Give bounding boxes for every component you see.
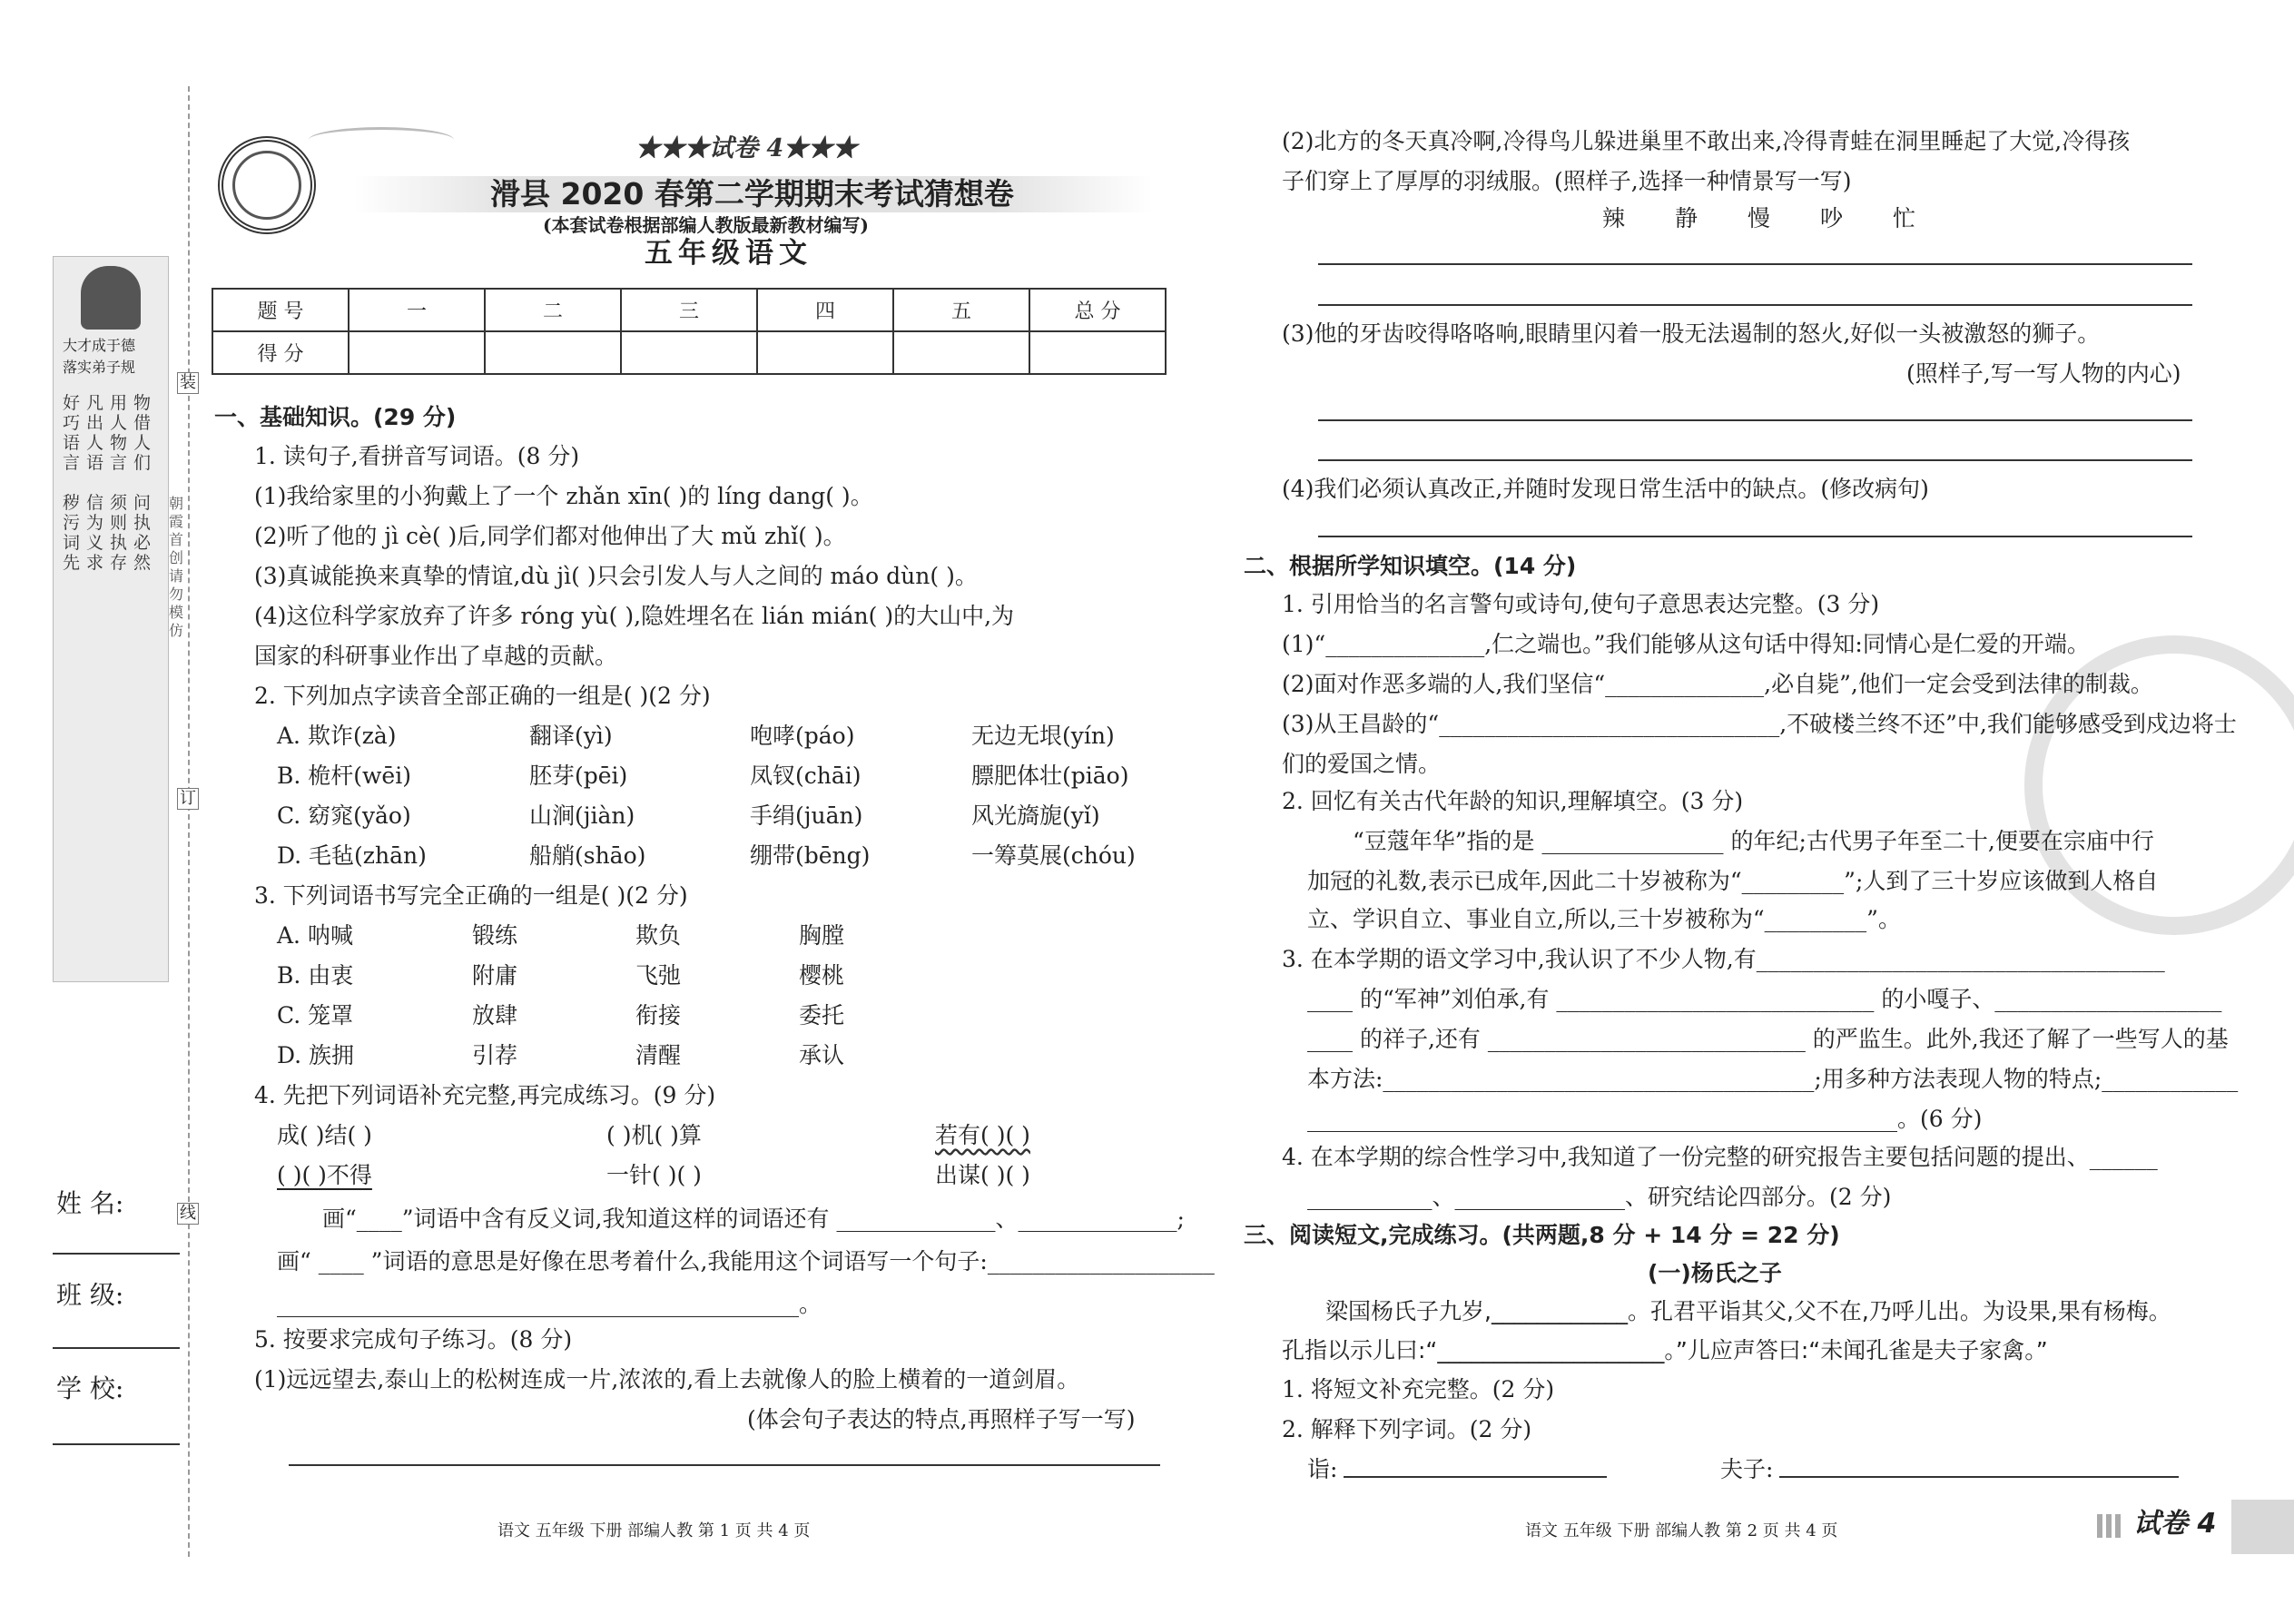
answer-line[interactable]	[1344, 1476, 1607, 1478]
q3-option: 附庸	[472, 962, 518, 989]
q2-option: 翻译(yì)	[529, 723, 613, 749]
q1-item: (1)我给家里的小狗戴上了一个 zhǎn xīn( )的 líng dang( )。	[254, 483, 873, 509]
motto-1: 大才成于德	[63, 337, 136, 354]
motto-col: 凡出人语	[86, 393, 104, 473]
p3-item: (3)他的牙齿咬得咯咯响,眼睛里闪着一股无法遏制的怒火,好似一头被激怒的狮子。	[1282, 320, 2101, 347]
motto-col: 须则执存	[110, 493, 128, 573]
s2-q2-item: “豆蔻年华”指的是 ________________ 的年纪;古代男子年至二十,便要在宗庙中行	[1353, 828, 2154, 854]
motto-strip	[53, 256, 169, 982]
q1-item: (2)听了他的 jì cè( )后,同学们都对他伸出了大 mǔ zhǐ( )。	[254, 523, 846, 549]
q2-option: 凤钗(chāi)	[750, 763, 861, 789]
q2-option: 一筹莫展(chóu)	[971, 842, 1136, 869]
name-field[interactable]	[53, 1253, 180, 1255]
school-label: 学 校:	[56, 1373, 124, 1403]
q4-blank-word[interactable]: ( )机( )算	[606, 1122, 702, 1148]
answer-line[interactable]	[1779, 1476, 2179, 1478]
p2-word: 忙	[1893, 205, 1916, 231]
q2-option: 膘肥体壮(piāo)	[971, 763, 1129, 789]
p2-word: 静	[1675, 205, 1698, 231]
page1-footer: 语文 五年级 下册 部编人教 第 1 页 共 4 页	[497, 1521, 811, 1540]
ribbon	[309, 127, 454, 153]
q3-option: 飞弛	[635, 962, 682, 989]
q3-option: 欺负	[635, 922, 682, 949]
passage-title: (一)杨氏之子	[1648, 1260, 1782, 1286]
p2-word: 吵	[1820, 205, 1844, 231]
motto-col: 信为义求	[86, 493, 104, 573]
q3-option: A. 呐喊	[277, 922, 353, 949]
q1-title: 1. 读句子,看拼音写词语。(8 分)	[254, 443, 580, 469]
scholar-figure	[81, 266, 141, 330]
p2-word: 辣	[1602, 205, 1626, 231]
score-header: 二	[485, 289, 621, 331]
page-title: 滑县 2020 春第二学期期末考试猜想卷	[490, 176, 1014, 212]
answer-line[interactable]	[1318, 304, 2192, 306]
section-2-title: 二、根据所学知识填空。(14 分)	[1244, 553, 1577, 579]
s3-q2: 2. 解释下列字词。(2 分)	[1282, 1416, 1532, 1442]
q2-option: 咆哮(páo)	[750, 723, 855, 749]
corner-pattern	[2097, 1514, 2121, 1538]
class-field[interactable]	[53, 1347, 180, 1349]
s2-q2-item: 加冠的礼数,表示已成年,因此二十岁被称为“_________”;人到了三十岁应该做到人格自	[1307, 868, 2159, 894]
p3-hint: (照样子,写一写人物的内心)	[1906, 360, 2181, 387]
q4-blank-word[interactable]: 若有( )( )	[935, 1122, 1030, 1148]
q4-title: 4. 先把下列词语补充完整,再完成练习。(9 分)	[254, 1082, 716, 1108]
s2-q3-item: ____ 的祥子,还有 ____________________________ 的严监生。此外,我还了解了一些写人的基	[1307, 1026, 2229, 1052]
cut-mark: 装	[177, 372, 199, 394]
answer-line[interactable]	[1318, 419, 2192, 421]
paper-badge: ★★★试卷 4★★★	[635, 134, 858, 162]
motto-col: 用人物言	[110, 393, 128, 473]
q2-option: 绷带(bēng)	[750, 842, 871, 869]
motto-col: 物借人们	[133, 393, 152, 473]
q5-item: (1)远远望去,泰山上的松树连成一片,浓浓的,看上去就像人的脸上横着的一道剑眉。	[254, 1366, 1080, 1393]
score-cell[interactable]	[893, 331, 1029, 374]
brand-seal	[218, 136, 316, 234]
s2-q3-title: 3. 在本学期的语文学习中,我认识了不少人物,有____________________________________	[1282, 946, 2165, 972]
score-table	[212, 288, 1167, 375]
s3-q2-term: 夫子:	[1720, 1456, 1774, 1482]
motto-col: 好巧语言	[63, 393, 81, 473]
p4-item: (4)我们必须认真改正,并随时发现日常生活中的缺点。(修改病句)	[1282, 476, 1929, 502]
school-field[interactable]	[53, 1443, 180, 1445]
score-header: 四	[757, 289, 893, 331]
q3-option: 樱桃	[799, 962, 845, 989]
s2-q1-item: (1)“______________,仁之端也。”我们能够从这句话中得知:同情心是仁爱的开端。	[1282, 631, 2090, 657]
score-header: 题 号	[212, 289, 349, 331]
q4-line: 画“ ____ ”词语的意思是好像在思考着什么,我能用这个词语写一个句子:____________________	[277, 1248, 1215, 1275]
s2-q1-title: 1. 引用恰当的名言警句或诗句,使句子意思表达完整。(3 分)	[1282, 591, 1880, 617]
cut-mark: 线	[177, 1203, 199, 1225]
q3-option: 引荐	[472, 1042, 518, 1068]
class-label: 班 级:	[56, 1280, 124, 1310]
page-subtitle: (本套试卷根据部编人教版最新教材编写)	[543, 214, 869, 236]
page2-footer: 语文 五年级 下册 部编人教 第 2 页 共 4 页	[1525, 1521, 1838, 1540]
q2-option: 胚芽(pēi)	[529, 763, 628, 789]
q3-option: 衔接	[635, 1002, 682, 1029]
motto-col: 秽污词先	[63, 493, 81, 573]
q3-option: 放肆	[472, 1002, 518, 1029]
q4-line: ______________________________________________。	[277, 1291, 822, 1317]
q5-title: 5. 按要求完成句子练习。(8 分)	[254, 1326, 573, 1353]
s2-q1-item: (3)从王昌龄的“______________________________,不破楼兰终不还”中,我们能够感受到戍边将士	[1282, 711, 2237, 737]
q2-option: 无边无垠(yín)	[971, 723, 1115, 749]
score-cell[interactable]	[621, 331, 757, 374]
corner-paper-label: 试卷 4	[2133, 1508, 2217, 1540]
q3-title: 3. 下列词语书写完全正确的一组是( )(2 分)	[254, 882, 688, 909]
binding-line	[188, 86, 190, 1557]
q4-blank-word[interactable]: 一针( )( )	[606, 1162, 702, 1188]
section-1-title: 一、基础知识。(29 分)	[214, 404, 457, 430]
q4-blank-word[interactable]: 出谋( )( )	[935, 1162, 1030, 1188]
score-header: 三	[621, 289, 757, 331]
score-cell[interactable]	[1029, 331, 1166, 374]
q2-title: 2. 下列加点字读音全部正确的一组是( )(2 分)	[254, 683, 711, 709]
s2-q4-title: 4. 在本学期的综合性学习中,我知道了一份完整的研究报告主要包括问题的提出、______	[1282, 1144, 2158, 1170]
motto-col: 问执必然	[133, 493, 152, 573]
answer-line[interactable]	[1318, 263, 2192, 265]
grade-subject: 五年级语文	[645, 237, 812, 270]
q2-option: 山涧(jiàn)	[529, 802, 635, 829]
q4-blank-word[interactable]: 成( )结( )	[277, 1122, 372, 1148]
score-header: 一	[349, 289, 485, 331]
name-label: 姓 名:	[56, 1188, 124, 1218]
score-row-label: 得 分	[212, 331, 349, 374]
q3-option: 承认	[799, 1042, 845, 1068]
q1-item: 国家的科研事业作出了卓越的贡献。	[254, 643, 618, 669]
q2-option: 手绢(juān)	[750, 802, 863, 829]
q3-option: 胸膛	[799, 922, 845, 949]
cut-mark: 订	[177, 788, 199, 810]
s2-q2-title: 2. 回忆有关古代年龄的知识,理解填空。(3 分)	[1282, 788, 1744, 814]
q3-option: 委托	[799, 1002, 845, 1029]
q5-hint: (体会句子表达的特点,再照样子写一写)	[747, 1406, 1136, 1432]
answer-line[interactable]	[1318, 459, 2192, 461]
s2-q1-item: (2)面对作恶多端的人,我们坚信“______________,必自毙”,他们一定会受到法律的制裁。	[1282, 671, 2153, 697]
p2-item: 子们穿上了厚厚的羽绒服。(照样子,选择一种情景写一写)	[1282, 168, 1852, 194]
q3-option: C. 笼罩	[277, 1002, 354, 1029]
p2-word: 慢	[1748, 205, 1771, 231]
answer-line[interactable]	[1318, 536, 2192, 537]
q3-option: D. 族拥	[277, 1042, 355, 1068]
q3-option: 清醒	[635, 1042, 682, 1068]
score-cell[interactable]	[349, 331, 485, 374]
q2-option: C. 窈窕(yǎo)	[277, 802, 411, 829]
corner-band	[2231, 1500, 2294, 1554]
q1-item: (3)真诚能换来真挚的情谊,dù jì( )只会引发人与人之间的 máo dùn( )。	[254, 563, 978, 589]
q2-option: 船艄(shāo)	[529, 842, 646, 869]
q3-option: B. 由衷	[277, 962, 354, 989]
s2-q1-item: 们的爱国之情。	[1282, 751, 1442, 777]
score-cell[interactable]	[757, 331, 893, 374]
q1-item: (4)这位科学家放弃了许多 róng yù( ),隐姓埋名在 lián mián( )的大山中,为	[254, 603, 1015, 629]
passage-line: 孔指以示儿曰:“____________________。”儿应声答曰:“未闻孔雀是夫子家禽。”	[1282, 1337, 2048, 1363]
s2-q3-item: 本方法:______________________________________;用多种方法表现人物的特点;____________	[1307, 1066, 2239, 1092]
p2-item: (2)北方的冬天真冷啊,冷得鸟儿躲进巢里不敢出来,冷得青蛙在洞里睡起了大觉,冷得孩	[1282, 128, 2131, 154]
side-note: 朝霞首创 请勿模仿	[169, 495, 184, 639]
s2-q3-item: ____________________________________________________。(6 分)	[1307, 1106, 1983, 1132]
s2-q2-item: 立、学识自立、事业自立,所以,三十岁被称为“_________”。	[1307, 906, 1901, 932]
q2-option: D. 毛毡(zhān)	[277, 842, 427, 869]
motto-2: 落实弟子规	[63, 359, 136, 376]
seal-inner	[232, 151, 301, 220]
q2-option: B. 桅杆(wēi)	[277, 763, 411, 789]
s3-q1: 1. 将短文补充完整。(2 分)	[1282, 1376, 1555, 1403]
q2-option: 风光旖旎(yǐ)	[971, 802, 1100, 829]
q4-line: 画“____”词语中含有反义词,我知道这样的词语还有 ______________、______________;	[322, 1206, 1185, 1232]
score-header: 总 分	[1029, 289, 1166, 331]
s2-q4-item: ___________、_______________、研究结论四部分。(2 分)	[1307, 1184, 1892, 1210]
score-header: 五	[893, 289, 1029, 331]
passage-line: 梁国杨氏子九岁,____________。孔君平诣其父,父不在,乃呼儿出。为设果,果有杨梅。	[1325, 1298, 2171, 1324]
s3-q2-term: 诣:	[1307, 1456, 1338, 1482]
q3-option: 锻练	[472, 922, 518, 949]
score-cell[interactable]	[485, 331, 621, 374]
q4-blank-word[interactable]: ( )( )不得	[277, 1162, 372, 1188]
section-3-title: 三、阅读短文,完成练习。(共两题,8 分 + 14 分 = 22 分)	[1244, 1222, 1840, 1248]
q2-option: A. 欺诈(zà)	[277, 723, 397, 749]
q5-answer-line[interactable]	[289, 1464, 1160, 1466]
s2-q3-item: ____ 的“军神”刘伯承,有 ____________________________ 的小嘎子、____________________	[1307, 986, 2222, 1012]
